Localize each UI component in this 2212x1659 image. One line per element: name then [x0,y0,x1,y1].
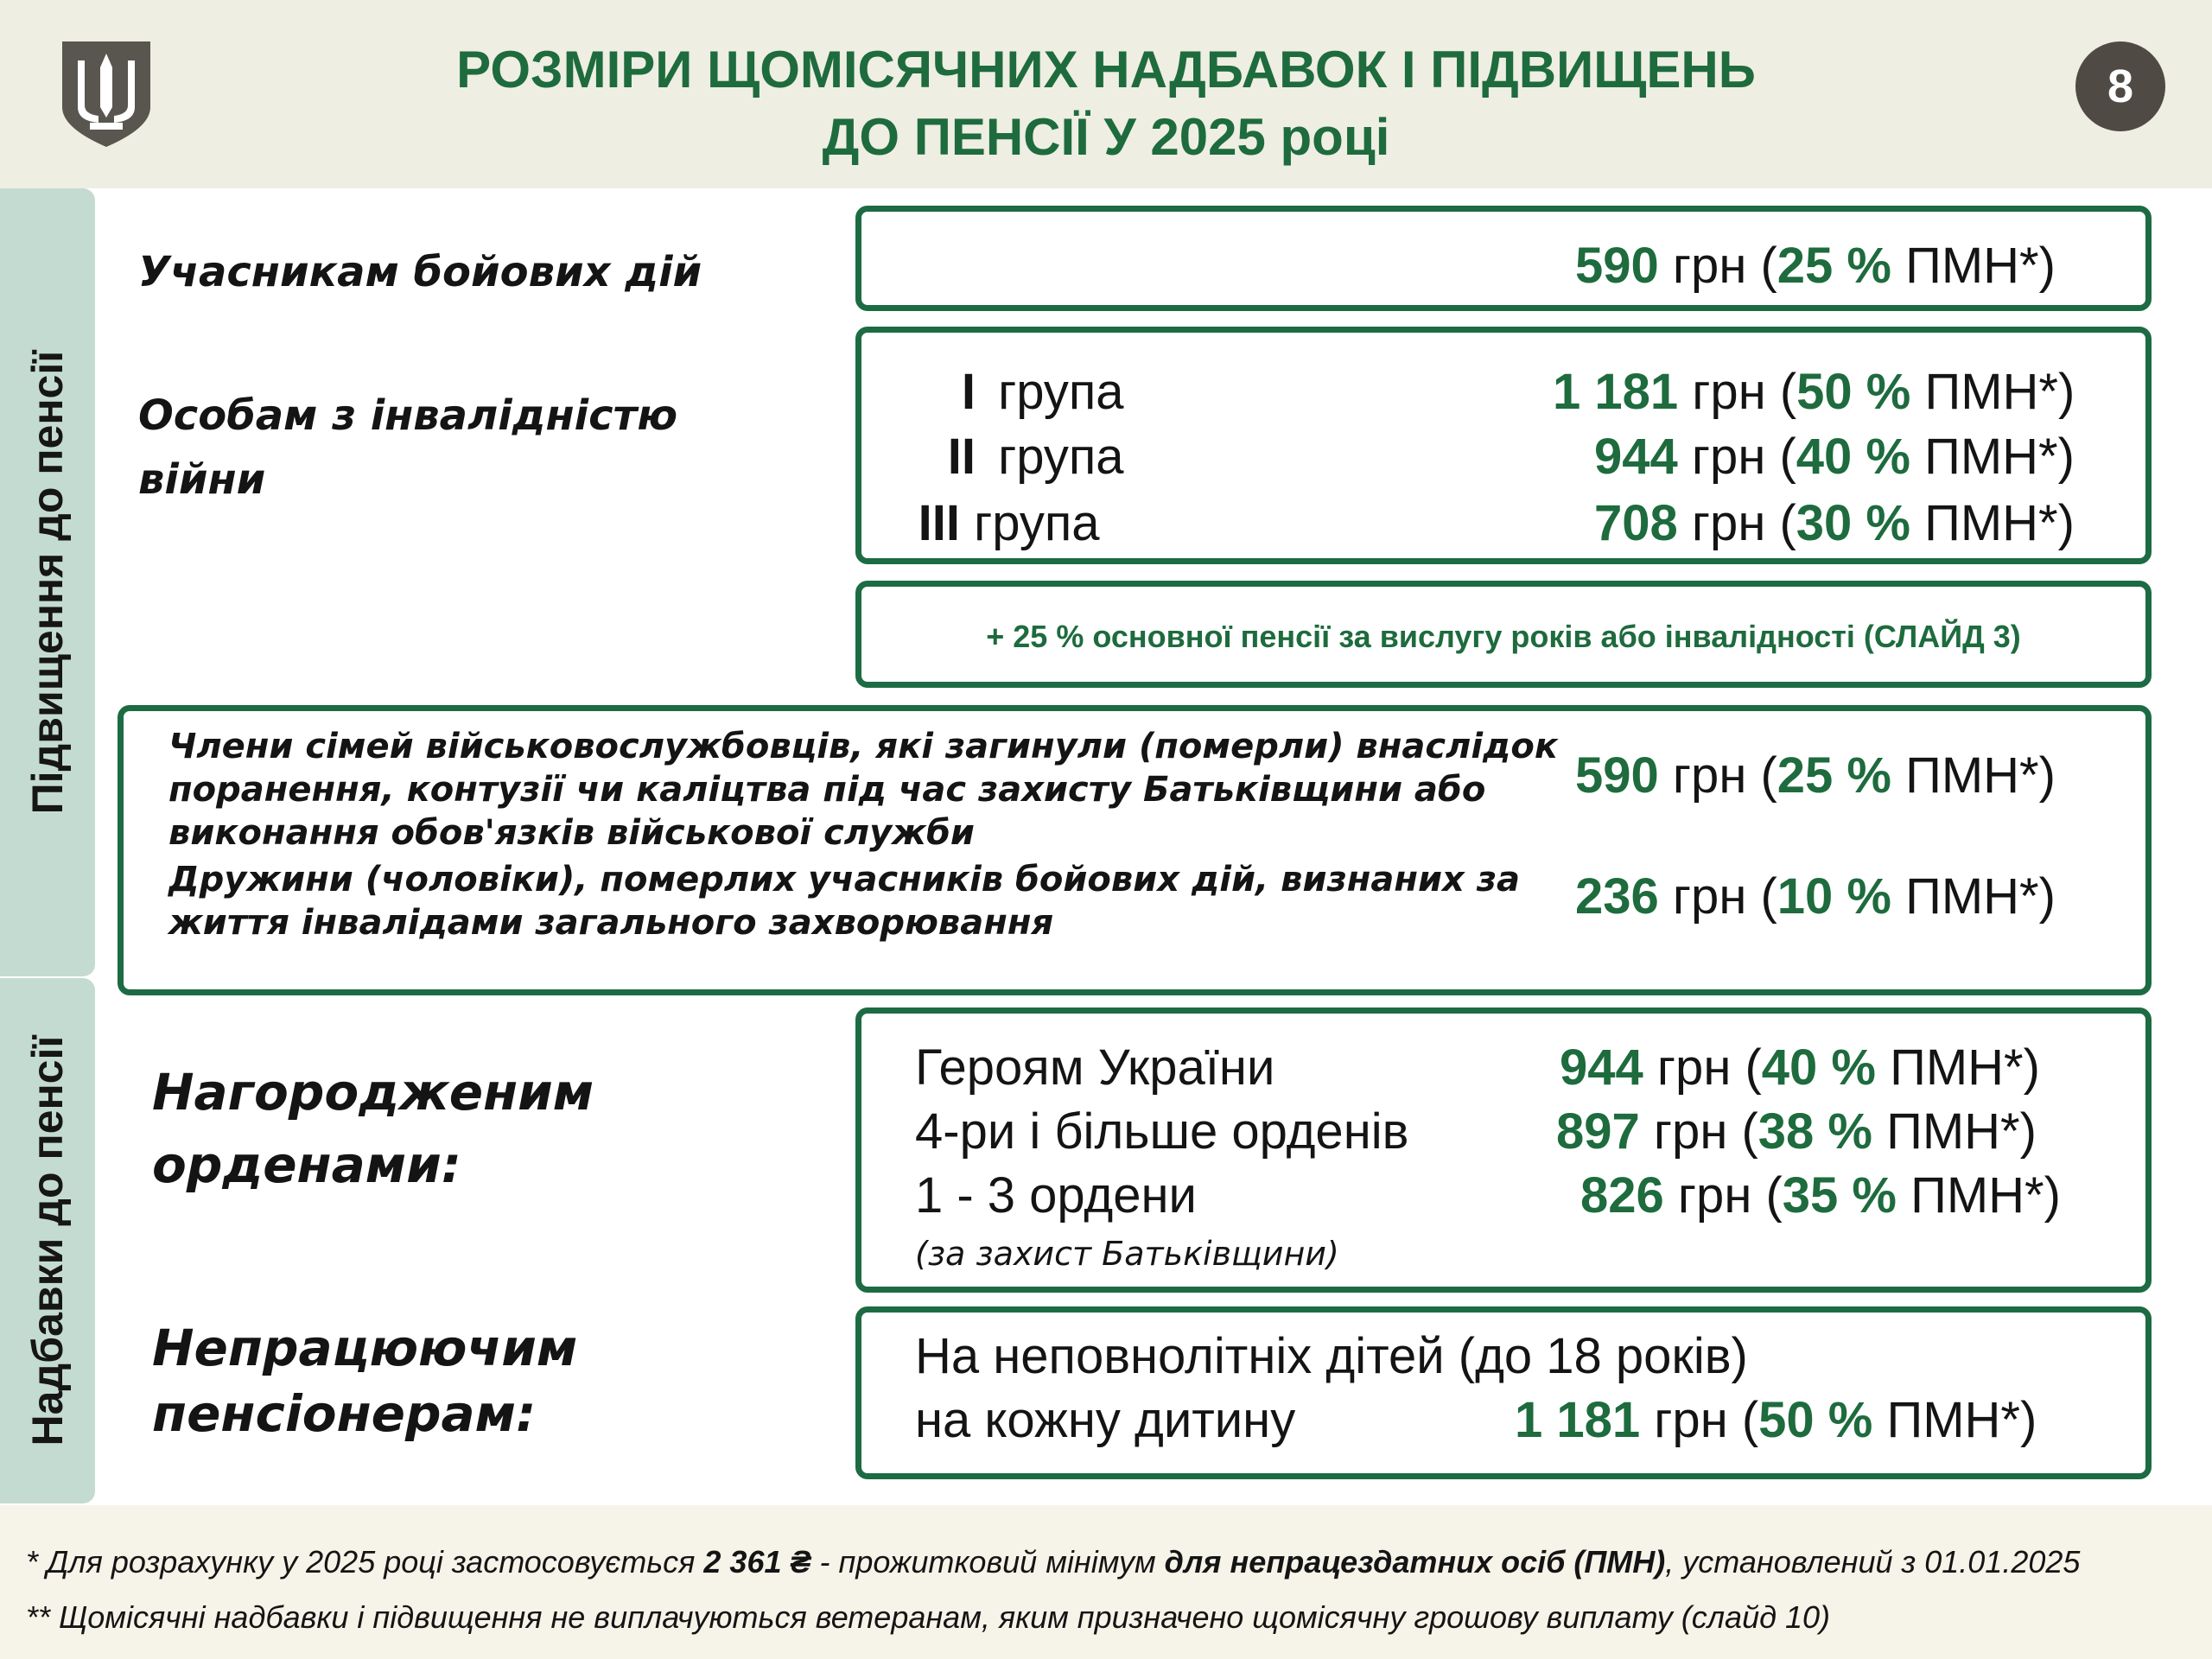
group-3-label: III група [918,495,1100,551]
group-2-value: 944 грн (40 % ПМН*) [1594,429,2075,485]
footnote-2: ** Щомісячні надбавки і підвищення не виплачуються ветеранам, яким призначено щомісячну грошову виплату (слайд 10) [26,1599,1831,1635]
footnote-1: * Для розрахунку у 2025 році застосовується 2 361 ₴ - прожитковий мінімум для непрацездатних осіб (ПМН), установлений з 01.01.2025 [26,1544,2081,1580]
side-tab-supplements-label: Надбавки до пенсії [23,1035,72,1446]
page-title [259,36,1953,171]
awarded-note: (за захист Батьківщини) [915,1235,1339,1273]
heroes-value: 944 грн (40 % ПМН*) [1560,1039,2040,1096]
combatants-label: Учасникам бойових дій [138,248,702,296]
awarded-label: Нагородженим орденами: [152,1063,594,1194]
per-child-value: 1 181 грн (50 % ПМН*) [1515,1392,2037,1448]
awarded-box [855,1007,2152,1293]
one-three-orders-text: 1 - 3 ордени [915,1167,1197,1224]
group-2-label: II група [947,429,1124,485]
footnotes [0,1505,2212,1659]
war-disability-box [855,327,2152,564]
side-tab-increases [0,188,95,976]
per-child-text: на кожну дитину [915,1392,1296,1448]
unemployed-label: Непрацюючим пенсіонерам: [152,1319,578,1443]
war-disability-label: Особам з інвалідністю війни [138,391,677,504]
side-tab-supplements [0,978,95,1503]
group-1-label: I група [961,364,1124,420]
page-number-badge: 8 [2075,41,2165,131]
unemployed-box [855,1306,2152,1479]
combatants-value: 590 грн (25 % ПМН*) [1575,238,2056,294]
one-three-orders-value: 826 грн (35 % ПМН*) [1580,1167,2061,1224]
combatants-box [855,206,2152,311]
families-value: 590 грн (25 % ПМН*) [1575,747,2056,804]
families-box [118,705,2152,995]
spouses-value: 236 грн (10 % ПМН*) [1575,868,2056,925]
trident-shield-icon [59,38,154,149]
title-line-1: РОЗМІРИ ЩОМІСЯЧНИХ НАДБАВОК І ПІДВИЩЕНЬ [456,41,1756,99]
spouses-text: Дружини (чоловіки), померлих учасників бойових дій, визнаних за життя інвалідами загального захворювання [168,860,1520,943]
four-orders-text: 4-ри і більше орденів [915,1103,1409,1160]
children-text: На неповнолітніх дітей (до 18 років) [915,1328,1748,1384]
extra-note-text: + 25 % основної пенсії за вислугу років або інвалідності (СЛАЙД 3) [986,619,2021,654]
title-line-2: ДО ПЕНСІЇ У 2025 році [822,108,1390,166]
group-3-value: 708 грн (30 % ПМН*) [1594,495,2075,551]
heroes-text: Героям України [915,1039,1275,1096]
families-text: Члени сімей військовослужбовців, які загинули (померли) внаслідок поранення, контузії чи каліцтва під час захисту Батьківщини або виконання обов'язків військової служби [168,727,1558,853]
group-1-value: 1 181 грн (50 % ПМН*) [1553,364,2075,420]
side-tab-increases-label: Підвищення до пенсії [23,350,72,815]
extra-note-box [855,581,2152,688]
four-orders-value: 897 грн (38 % ПМН*) [1556,1103,2037,1160]
header [0,0,2212,188]
